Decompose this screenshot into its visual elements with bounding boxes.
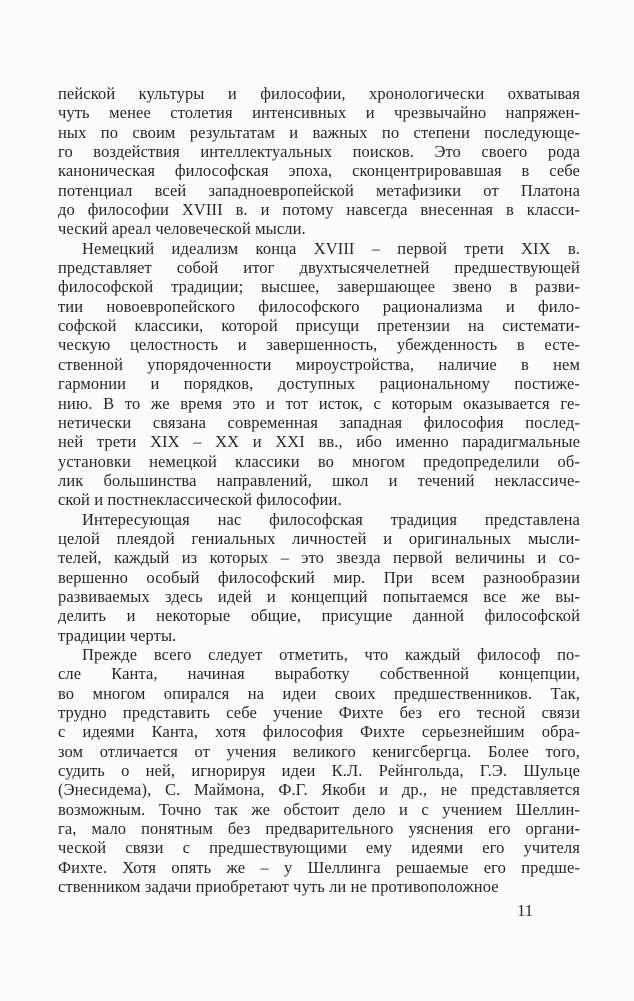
page-number: 11: [517, 901, 533, 920]
text-line: лик большинства направлений, школ и течений неклассиче-: [58, 470, 580, 490]
text-line: нию. В то же время это и тот исток, с которым оказывается ге-: [58, 393, 580, 413]
text-line: возможным. Точно так же обстоит дело и с учением Шеллин-: [58, 799, 580, 819]
text-line: Интересующая нас философская традиция представлена: [82, 509, 580, 529]
text-line: делить и некоторые общие, присущие данной философской: [58, 606, 580, 626]
text-line: ческую целостность и завершенность, убежденность в есте-: [58, 335, 580, 355]
text-line: ственной упорядоченности мироустройства, наличие в нем: [58, 354, 580, 374]
text-line: каноническая философская эпоха, сконцентрировавшая в себе: [58, 161, 580, 181]
text-line: судить о ней, игнорируя идеи К.Л. Рейнгольда, Г.Э. Шульце: [58, 761, 580, 781]
text-line: нетически связана современная западная философия послед-: [58, 412, 580, 432]
text-line: тии новоевропейского философского рационализма и фило-: [58, 296, 580, 316]
text-line: чуть менее столетия интенсивных и чрезвычайно напряжен-: [58, 103, 580, 123]
text-line: Прежде всего следует отметить, что каждый философ по-: [82, 644, 580, 664]
text-line: ней трети XIX – XX и XXI вв., ибо именно парадигмальные: [58, 432, 580, 452]
text-line: с идеями Канта, хотя философия Фихте серьезнейшим обра-: [58, 722, 580, 742]
text-line: телей, каждый из которых – это звезда первой величины и со-: [58, 548, 580, 568]
text-line: Немецкий идеализм конца XVIII – первой трети XIX в.: [82, 238, 580, 258]
text-line: вершенно особый философский мир. При всем разнообразии: [58, 567, 580, 587]
text-line: ственником задачи приобретают чуть ли не противоположное: [58, 877, 499, 897]
text-line: философской традиции; высшее, завершающее звено в разви-: [58, 277, 580, 297]
text-line: трудно представить себе учение Фихте без его тесной связи: [58, 703, 580, 722]
text-line: представляет собой итог двухтысячелетней предшествующей: [58, 258, 580, 278]
text-line: (Энесидема), С. Маймона, Ф.Г. Якоби и др., не представляется: [58, 780, 580, 800]
text-line: потенциал всей западноевропейской метафизики от Платона: [58, 180, 580, 200]
text-block: [58, 84, 580, 896]
text-line: сле Канта, начиная выработку собственной концепции,: [58, 664, 580, 684]
text-line: га, мало понятным без предварительного уяснения его органи-: [58, 819, 580, 839]
paragraph: [58, 239, 580, 510]
text-line: ческий ареал человеческой мысли.: [58, 219, 306, 239]
text-line: ческой связи с предшествующими ему идеями его учителя: [58, 838, 580, 858]
text-line: до философии XVIII в. и потому навсегда внесенная в класси-: [58, 200, 580, 220]
text-line: Фихте. Хотя опять же – у Шеллинга решаемые его предше-: [58, 857, 580, 877]
text-line: ных по своим результатам и важных по степени последующе-: [58, 122, 580, 142]
paragraph: [58, 84, 580, 239]
text-line: во многом опирался на идеи своих предшественников. Так,: [58, 683, 580, 703]
text-line: софской классики, которой присущи претензии на системати-: [58, 316, 580, 336]
text-line: го воздействия интеллектуальных поисков. Это своего рода: [58, 142, 580, 162]
text-line: целой плеядой гениальных личностей и оригинальных мысли-: [58, 528, 580, 548]
text-line: традиции черты.: [58, 625, 177, 645]
text-line: установки немецкой классики во многом предопределили об-: [58, 451, 580, 471]
paragraph: [58, 645, 580, 896]
text-line: пейской культуры и философии, хронологически охватывая: [58, 84, 580, 103]
paragraph: [58, 510, 580, 645]
text-line: зом отличается от учения великого кенигсбергца. Более того,: [58, 741, 580, 761]
text-line: ской и постнеклассической философии.: [58, 490, 342, 510]
text-line: развиваемых здесь идей и концепций попытаемся все же вы-: [58, 586, 580, 606]
text-line: гармонии и порядков, доступных рациональному постиже-: [58, 374, 580, 394]
